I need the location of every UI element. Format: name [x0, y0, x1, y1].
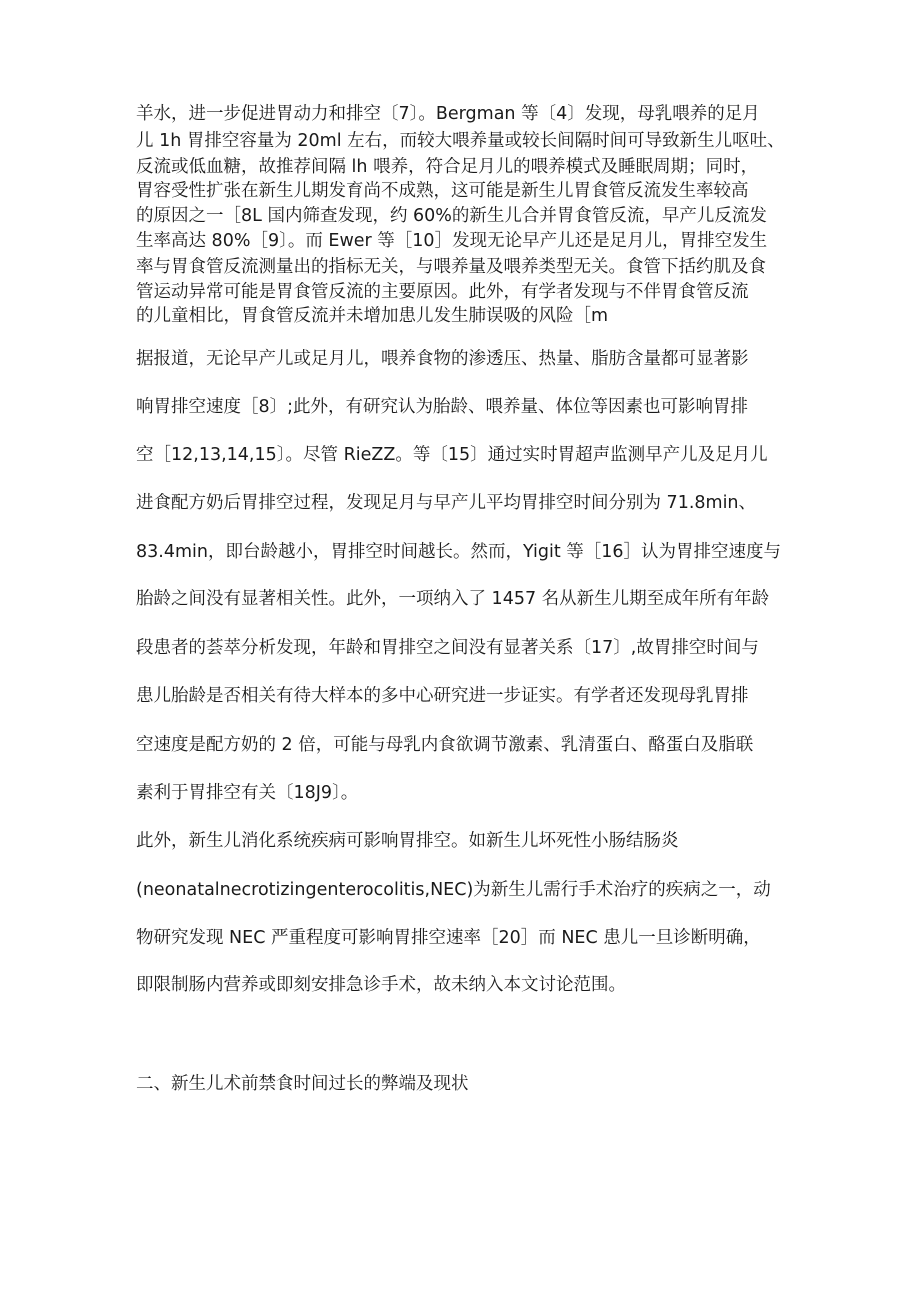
text-line: 响胃排空速度［8〕;此外，有研究认为胎龄、喂养量、体位等因素也可影响胃排 [136, 397, 749, 417]
text-line: 胎龄之间没有显著相关性。此外，一项纳入了 1457 名从新生儿期至成年所有年龄 [136, 589, 770, 609]
text-line: 的原因之一［8L 国内筛查发现，约 60%的新生儿合并胃食管反流，早产儿反流发 [136, 206, 767, 226]
text-line: 空［12,13,14,15〕。尽管 RieZZ。等〔15〕通过实时胃超声监测早产儿及足月儿 [136, 445, 768, 465]
text-line: 患儿胎龄是否相关有待大样本的多中心研究进一步证实。有学者还发现母乳胃排 [136, 686, 749, 706]
text-line: 率与胃食管反流测量出的指标无关，与喂养量及喂养类型无关。食管下括约肌及食 [136, 257, 766, 277]
text-line: 此外，新生儿消化系统疾病可影响胃排空。如新生儿坏死性小肠结肠炎 [136, 831, 679, 851]
text-line: 83.4min，即台龄越小，胃排空时间越长。然而，Yigit 等［16］认为胃排空速度与 [136, 542, 782, 562]
text-line: 羊水，进一步促进胃动力和排空〔7〕。Bergman 等〔4〕发现，母乳喂养的足月 [136, 104, 760, 124]
text-line: 即限制肠内营养或即刻安排急诊手术，故未纳入本文讨论范围。 [136, 975, 626, 995]
text-line: 胃容受性扩张在新生儿期发育尚不成熟，这可能是新生儿胃食管反流发生率较高 [136, 181, 749, 201]
text-line: 反流或低血糖，故推荐间隔 lh 喂养，符合足月儿的喂养模式及睡眠周期；同时， [136, 157, 759, 177]
text-line: 生率高达 80%［9〕。而 Ewer 等［10］发现无论早产儿还是足月儿，胃排空发生 [136, 231, 768, 251]
text-line: 据报道，无论早产儿或足月儿，喂养食物的渗透压、热量、脂肪含量都可显著影 [136, 349, 749, 369]
text-line: 的儿童相比，胃食管反流并未增加患儿发生肺误吸的风险［m [136, 306, 609, 326]
text-line: 空速度是配方奶的 2 倍，可能与母乳内食欲调节激素、乳清蛋白、酪蛋白及脂联 [136, 735, 754, 755]
text-line: 管运动异常可能是胃食管反流的主要原因。此外，有学者发现与不伴胃食管反流 [136, 282, 749, 302]
section-heading: 二、新生儿术前禁食时间过长的弊端及现状 [136, 1074, 469, 1094]
text-line: 儿 1h 胃排空容量为 20ml 左右，而较大喂养量或较长间隔时间可导致新生儿呕吐、 [136, 131, 785, 151]
text-line: 段患者的荟萃分析发现，年龄和胃排空之间没有显著关系〔17〕,故胃排空时间与 [136, 638, 759, 658]
text-line: 进食配方奶后胃排空过程，发现足月与早产儿平均胃排空时间分别为 71.8min、 [136, 493, 757, 513]
text-line: (neonatalnecrotizingenterocolitis,NEC)为新生儿需行手术治疗的疾病之一，动 [136, 880, 771, 900]
text-line: 素利于胃排空有关〔18J9〕。 [136, 783, 359, 803]
text-line: 物研究发现 NEC 严重程度可影响胃排空速率［20］而 NEC 患儿一旦诊断明确， [136, 928, 761, 948]
